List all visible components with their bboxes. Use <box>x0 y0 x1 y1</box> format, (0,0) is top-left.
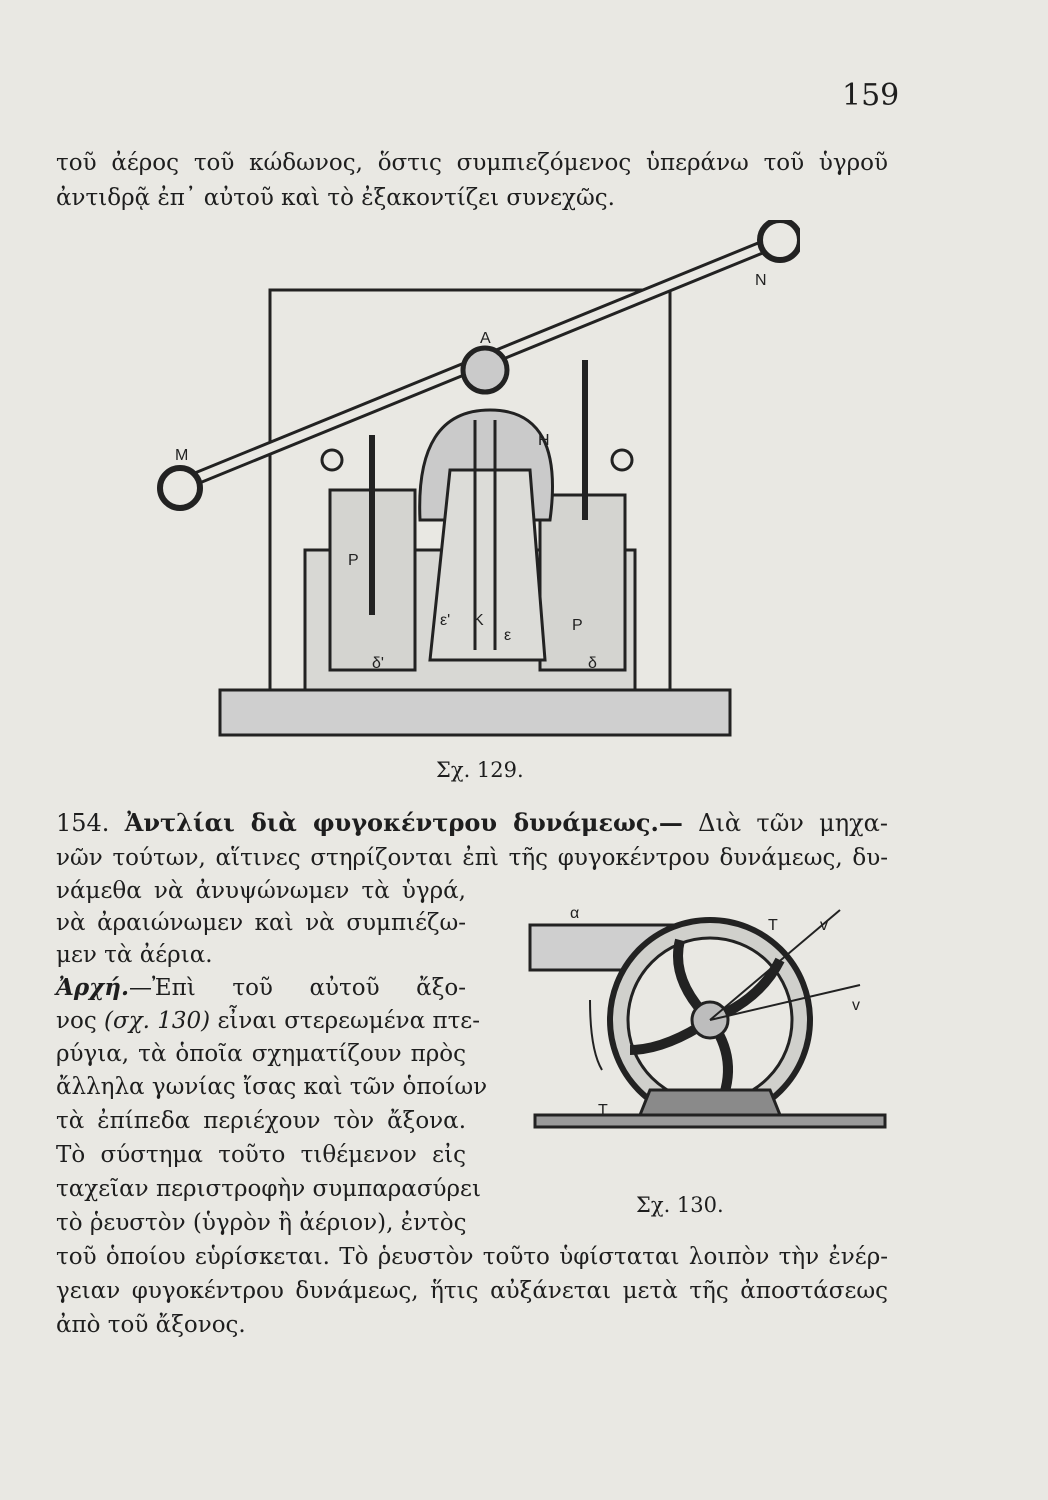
principle-line-2-a: νος <box>56 1008 105 1034</box>
section-line-3: νάμεθα νὰ ἀνυψώνωμεν τὰ ὑγρά, <box>56 878 466 904</box>
principle-line-2-b: εἶναι στερεωμένα πτε- <box>210 1008 480 1034</box>
label-delta-prime: δ' <box>372 655 384 672</box>
page-number: 159 <box>842 78 900 113</box>
principle-line-11: ἀπὸ τοῦ ἄξονος. <box>56 1312 246 1338</box>
section-number: 154. <box>56 809 110 837</box>
principle-line-10: γειαν φυγοκέντρου δυνάμεως, ἥτις αὐξάνεται μετὰ τῆς ἀποστάσεως <box>56 1278 888 1304</box>
principle-line-8: τὸ ῥευστὸν (ὑγρὸν ἢ ἀέριον), ἐντὸς <box>56 1210 467 1236</box>
figure-130-caption: Σχ. 130. <box>636 1193 724 1217</box>
label-epsilon-prime: ε' <box>440 612 451 629</box>
principle-line-2 <box>56 1006 480 1036</box>
section-title: Ἀντλίαι διὰ φυγοκέντρου δυνάμεως.— <box>124 808 683 837</box>
section-heading-line <box>56 808 888 838</box>
section-line-5: μεν τὰ ἀέρια. <box>56 942 213 968</box>
label-N: N <box>755 272 767 289</box>
principle-line-3: ρύγια, τὰ ὁποῖα σχηματίζουν πρὸς <box>56 1041 466 1067</box>
principle-label: Ἀρχή. <box>56 974 129 1001</box>
label-P-left: P <box>348 552 359 569</box>
label-delta: δ <box>588 655 597 672</box>
label-P-right: P <box>572 617 583 634</box>
label-M: M <box>175 447 189 464</box>
label-K: K <box>473 612 484 629</box>
section-line-1-rest: Διὰ τῶν μηχα- <box>698 809 889 837</box>
section-line-2: νῶν τούτων, αἵτινες στηρίζονται ἐπὶ τῆς φυγοκέντρου δυνάμεως, δυ- <box>56 845 888 871</box>
figure-reference: (σχ. 130) <box>104 1008 211 1034</box>
label-v-top: v <box>820 917 828 934</box>
principle-line-6: Τὸ σύστημα τοῦτο τιθέμενον εἰς <box>56 1142 466 1168</box>
label-T-top: T <box>768 917 778 934</box>
intro-line-2: ἀντιδρᾷ ἐπ᾿ αὐτοῦ καὶ τὸ ἐξακοντίζει συνεχῶς. <box>56 185 615 211</box>
figure-129-caption: Σχ. 129. <box>436 758 524 782</box>
label-T-left: T <box>598 1102 608 1119</box>
label-v-right: v <box>852 997 860 1014</box>
principle-line-4: ἄλληλα γωνίας ἴσας καὶ τῶν ὁποίων <box>56 1074 488 1100</box>
intro-line-1: τοῦ ἀέρος τοῦ κώδωνος, ὅστις συμπιεζόμενος ὑπεράνω τοῦ ὑγροῦ <box>56 150 888 176</box>
principle-line-1-rest: —Ἐπὶ τοῦ αὐτοῦ ἄξο- <box>129 975 466 1001</box>
principle-line-7: ταχεῖαν περιστροφὴν συμπαρασύρει <box>56 1176 481 1202</box>
principle-line-5: τὰ ἐπίπεδα περιέχουν τὸν ἄξονα. <box>56 1108 466 1134</box>
principle-line-9: τοῦ ὁποίου εὑρίσκεται. Τὸ ῥευστὸν τοῦτο ὑφίσταται λοιπὸν τὴν ἐνέρ- <box>56 1244 888 1270</box>
section-line-4: νὰ ἀραιώνωμεν καὶ νὰ συμπιέζω- <box>56 910 466 936</box>
principle-line-1 <box>56 973 466 1003</box>
label-H: H <box>538 432 550 449</box>
figure-129-pump-diagram <box>140 220 800 750</box>
label-epsilon: ε <box>504 627 512 644</box>
figure-130-centrifugal-fan <box>520 900 890 1180</box>
label-A: A <box>480 330 491 347</box>
label-alpha: α <box>570 905 580 922</box>
